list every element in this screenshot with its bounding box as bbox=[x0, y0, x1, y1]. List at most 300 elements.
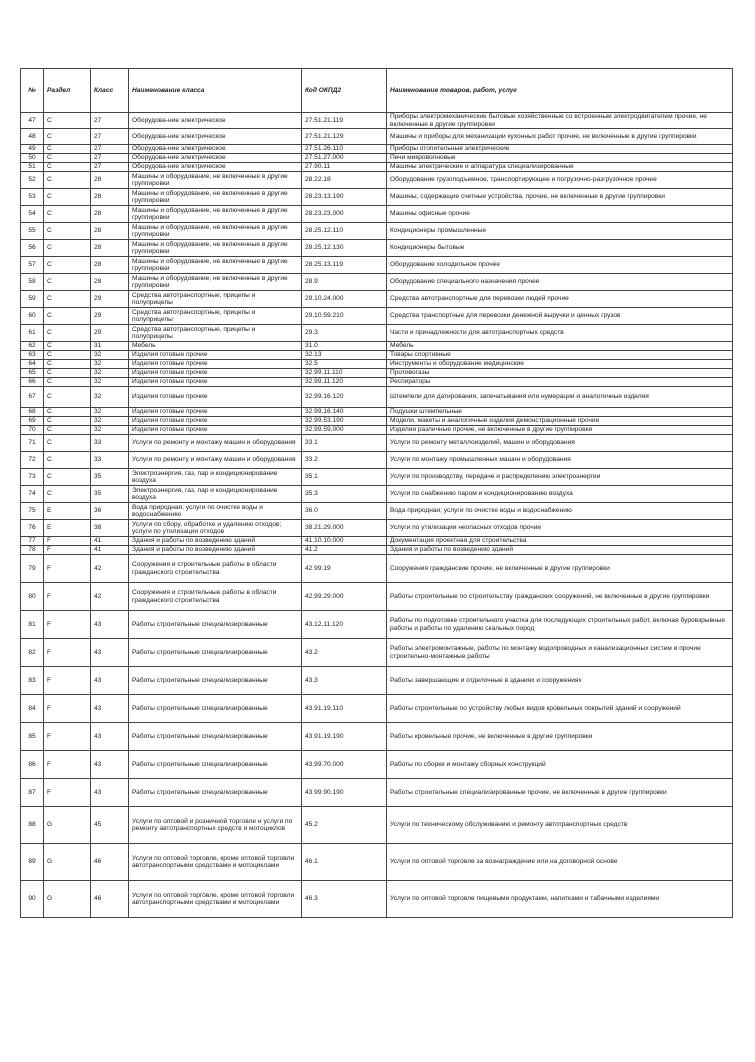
header-code: Код ОКПД2 bbox=[302, 69, 387, 113]
cell-num: 84 bbox=[21, 695, 44, 723]
cell-section: C bbox=[44, 240, 91, 257]
cell-goods: Машины электрические и аппаратура специализированные bbox=[387, 163, 733, 172]
cell-num: 48 bbox=[21, 129, 44, 145]
cell-goods: Приборы отопительные электрические bbox=[387, 145, 733, 154]
cell-section: C bbox=[44, 189, 91, 206]
cell-code: 32.99.11.110 bbox=[302, 369, 387, 378]
cell-code: 43.3 bbox=[302, 667, 387, 695]
cell-class-name: Вода природная; услуги по очистке воды и водоснабжению bbox=[129, 503, 302, 520]
cell-num: 85 bbox=[21, 723, 44, 751]
cell-num: 89 bbox=[21, 844, 44, 881]
cell-class-name: Машины и оборудование, не включенные в другие группировки bbox=[129, 274, 302, 291]
cell-goods: Части и принадлежности для автотранспортных средств bbox=[387, 325, 733, 342]
cell-class: 32 bbox=[91, 369, 129, 378]
cell-class: 33 bbox=[91, 435, 129, 452]
cell-goods: Услуги по снабжению паром и кондиционированию воздуха bbox=[387, 486, 733, 503]
table-row bbox=[21, 351, 733, 360]
cell-num: 74 bbox=[21, 486, 44, 503]
table-row bbox=[21, 408, 733, 417]
table-row bbox=[21, 325, 733, 342]
cell-class: 33 bbox=[91, 452, 129, 469]
cell-code: 38.21.29.000 bbox=[302, 520, 387, 537]
cell-class-name: Услуги по ремонту и монтажу машин и оборудования bbox=[129, 435, 302, 452]
cell-goods: Товары спортивные bbox=[387, 351, 733, 360]
cell-class-name: Услуги по оптовой торговле, кроме оптовой торговли автотранспортными средствами и мотоциклами bbox=[129, 881, 302, 918]
cell-code: 29.3 bbox=[302, 325, 387, 342]
cell-num: 52 bbox=[21, 172, 44, 189]
cell-class-name: Оборудова-ние электрическое bbox=[129, 113, 302, 129]
cell-goods: Печи микроволновые bbox=[387, 154, 733, 163]
okpd2-table bbox=[20, 68, 733, 918]
cell-code: 32.99.53.190 bbox=[302, 417, 387, 426]
cell-goods: Приборы электромеханические бытовые хозяйственные со встроенным электродвигателем прочие, не включенные в другие группировки bbox=[387, 113, 733, 129]
cell-num: 73 bbox=[21, 469, 44, 486]
cell-section: C bbox=[44, 206, 91, 223]
cell-section: F bbox=[44, 537, 91, 546]
cell-code: 43.12.11.120 bbox=[302, 611, 387, 639]
table-row bbox=[21, 189, 733, 206]
cell-class: 41 bbox=[91, 546, 129, 555]
cell-class: 32 bbox=[91, 387, 129, 408]
cell-code: 41.2 bbox=[302, 546, 387, 555]
cell-section: C bbox=[44, 223, 91, 240]
cell-num: 60 bbox=[21, 308, 44, 325]
cell-code: 28.25.13.119 bbox=[302, 257, 387, 274]
cell-num: 57 bbox=[21, 257, 44, 274]
table-row bbox=[21, 206, 733, 223]
cell-goods: Услуги по оптовой торговле за вознаграждение или на договорной основе bbox=[387, 844, 733, 881]
cell-num: 59 bbox=[21, 291, 44, 308]
cell-num: 68 bbox=[21, 408, 44, 417]
cell-code: 42.99.19 bbox=[302, 555, 387, 583]
cell-class: 43 bbox=[91, 751, 129, 779]
cell-section: C bbox=[44, 378, 91, 387]
cell-num: 78 bbox=[21, 546, 44, 555]
table-row bbox=[21, 503, 733, 520]
table-row bbox=[21, 378, 733, 387]
cell-class: 32 bbox=[91, 417, 129, 426]
cell-section: C bbox=[44, 408, 91, 417]
cell-class: 28 bbox=[91, 206, 129, 223]
cell-code: 45.2 bbox=[302, 807, 387, 844]
cell-num: 87 bbox=[21, 779, 44, 807]
table-row bbox=[21, 369, 733, 378]
cell-class-name: Услуги по ремонту и монтажу машин и оборудования bbox=[129, 452, 302, 469]
table-row bbox=[21, 145, 733, 154]
cell-goods: Оборудование грузоподъемное, транспортирующее и погрузочно-разгрузочное прочее bbox=[387, 172, 733, 189]
cell-goods: Противогазы bbox=[387, 369, 733, 378]
cell-class: 35 bbox=[91, 486, 129, 503]
table-row bbox=[21, 723, 733, 751]
cell-code: 29.10.24.000 bbox=[302, 291, 387, 308]
cell-class: 27 bbox=[91, 113, 129, 129]
cell-code: 33.1 bbox=[302, 435, 387, 452]
cell-class-name: Сооружения и строительные работы в области гражданского строительства bbox=[129, 583, 302, 611]
table-row bbox=[21, 611, 733, 639]
cell-class: 32 bbox=[91, 378, 129, 387]
table-row bbox=[21, 555, 733, 583]
cell-goods: Услуги по оптовой торговле пищевыми продуктами, напитками и табачными изделиями bbox=[387, 881, 733, 918]
cell-goods: Модели, макеты и аналогичные изделия демонстрационные прочие bbox=[387, 417, 733, 426]
table-row bbox=[21, 291, 733, 308]
cell-section: C bbox=[44, 469, 91, 486]
cell-code: 42.99.29.000 bbox=[302, 583, 387, 611]
cell-section: C bbox=[44, 291, 91, 308]
cell-code: 28.23.23.000 bbox=[302, 206, 387, 223]
cell-class: 28 bbox=[91, 274, 129, 291]
cell-section: C bbox=[44, 417, 91, 426]
cell-class-name: Услуги по оптовой торговле, кроме оптовой торговли автотранспортными средствами и мотоциклами bbox=[129, 844, 302, 881]
cell-goods: Здания и работы по возведению зданий bbox=[387, 546, 733, 555]
cell-section: C bbox=[44, 145, 91, 154]
cell-section: C bbox=[44, 129, 91, 145]
cell-num: 50 bbox=[21, 154, 44, 163]
cell-goods: Кондиционеры бытовые bbox=[387, 240, 733, 257]
cell-code: 29.10.59.210 bbox=[302, 308, 387, 325]
cell-class: 29 bbox=[91, 325, 129, 342]
table-row bbox=[21, 417, 733, 426]
cell-class: 43 bbox=[91, 611, 129, 639]
cell-section: C bbox=[44, 274, 91, 291]
header-class: Класс bbox=[91, 69, 129, 113]
cell-class-name: Изделия готовые прочие bbox=[129, 378, 302, 387]
cell-goods: Кондиционеры промышленные bbox=[387, 223, 733, 240]
table-row bbox=[21, 223, 733, 240]
cell-code: 32.13 bbox=[302, 351, 387, 360]
cell-goods: Штемпели для датирования, запечатывания или нумерации и аналогичные изделия bbox=[387, 387, 733, 408]
cell-section: C bbox=[44, 172, 91, 189]
cell-class: 28 bbox=[91, 172, 129, 189]
cell-num: 77 bbox=[21, 537, 44, 546]
cell-section: E bbox=[44, 520, 91, 537]
cell-section: C bbox=[44, 325, 91, 342]
cell-goods: Работы по сборке и монтажу сборных конструкций bbox=[387, 751, 733, 779]
cell-class-name: Здания и работы по возведению зданий bbox=[129, 546, 302, 555]
cell-section: F bbox=[44, 751, 91, 779]
cell-class: 45 bbox=[91, 807, 129, 844]
cell-class-name: Изделия готовые прочие bbox=[129, 369, 302, 378]
cell-class-name: Мебель bbox=[129, 342, 302, 351]
cell-num: 67 bbox=[21, 387, 44, 408]
cell-class-name: Услуги по оптовой и розничной торговле и услуги по ремонту автотранспортных средств и мотоциклов bbox=[129, 807, 302, 844]
table-row bbox=[21, 435, 733, 452]
cell-class: 42 bbox=[91, 583, 129, 611]
cell-section: C bbox=[44, 435, 91, 452]
cell-section: C bbox=[44, 360, 91, 369]
cell-num: 80 bbox=[21, 583, 44, 611]
table-row bbox=[21, 779, 733, 807]
cell-num: 49 bbox=[21, 145, 44, 154]
cell-class-name: Работы строительные специализированные bbox=[129, 779, 302, 807]
header-goods: Наименование товаров, работ, услуг bbox=[387, 69, 733, 113]
cell-code: 28.9 bbox=[302, 274, 387, 291]
cell-class: 29 bbox=[91, 291, 129, 308]
cell-class: 27 bbox=[91, 163, 129, 172]
cell-num: 69 bbox=[21, 417, 44, 426]
cell-class: 32 bbox=[91, 351, 129, 360]
cell-class: 35 bbox=[91, 469, 129, 486]
cell-class: 46 bbox=[91, 881, 129, 918]
cell-goods: Работы строительные специализированные прочие, не включенные в другие группировки bbox=[387, 779, 733, 807]
cell-num: 61 bbox=[21, 325, 44, 342]
cell-class-name: Работы строительные специализированные bbox=[129, 695, 302, 723]
header-class-name: Наименование класса bbox=[129, 69, 302, 113]
cell-code: 46.3 bbox=[302, 881, 387, 918]
cell-code: 27.51.21.119 bbox=[302, 113, 387, 129]
table-row bbox=[21, 452, 733, 469]
cell-num: 86 bbox=[21, 751, 44, 779]
cell-num: 65 bbox=[21, 369, 44, 378]
table-row bbox=[21, 486, 733, 503]
cell-code: 43.99.90.190 bbox=[302, 779, 387, 807]
cell-class: 28 bbox=[91, 240, 129, 257]
cell-code: 32.99.16.120 bbox=[302, 387, 387, 408]
cell-section: F bbox=[44, 695, 91, 723]
cell-code: 32.99.16.140 bbox=[302, 408, 387, 417]
cell-section: C bbox=[44, 342, 91, 351]
cell-code: 27.51.27.000 bbox=[302, 154, 387, 163]
cell-class: 32 bbox=[91, 408, 129, 417]
cell-class-name: Сооружения и строительные работы в области гражданского строительства bbox=[129, 555, 302, 583]
cell-section: F bbox=[44, 611, 91, 639]
cell-class-name: Работы строительные специализированные bbox=[129, 751, 302, 779]
table-body bbox=[21, 113, 733, 918]
cell-section: C bbox=[44, 257, 91, 274]
cell-class-name: Электроэнергия, газ, пар и кондиционирование воздуха bbox=[129, 486, 302, 503]
table-row bbox=[21, 154, 733, 163]
cell-code: 28.25.12.110 bbox=[302, 223, 387, 240]
cell-class-name: Работы строительные специализированные bbox=[129, 723, 302, 751]
cell-class-name: Машины и оборудование, не включенные в другие группировки bbox=[129, 257, 302, 274]
cell-goods: Работы кровельные прочие, не включенные в другие группировки bbox=[387, 723, 733, 751]
cell-class: 41 bbox=[91, 537, 129, 546]
table-row bbox=[21, 695, 733, 723]
cell-class: 32 bbox=[91, 426, 129, 435]
cell-class: 43 bbox=[91, 667, 129, 695]
cell-goods: Средства транспортные для перевозки денежной выручки и ценных грузов bbox=[387, 308, 733, 325]
table-row bbox=[21, 342, 733, 351]
table-row bbox=[21, 257, 733, 274]
cell-section: C bbox=[44, 426, 91, 435]
cell-goods: Документация проектная для строительства bbox=[387, 537, 733, 546]
cell-class-name: Оборудова-ние электрическое bbox=[129, 163, 302, 172]
cell-goods: Оборудование холодильное прочее bbox=[387, 257, 733, 274]
cell-class: 29 bbox=[91, 308, 129, 325]
cell-class: 27 bbox=[91, 129, 129, 145]
table-row bbox=[21, 751, 733, 779]
header-section: Раздел bbox=[44, 69, 91, 113]
header-num: № bbox=[21, 69, 44, 113]
cell-class: 32 bbox=[91, 360, 129, 369]
cell-class: 42 bbox=[91, 555, 129, 583]
cell-class-name: Машины и оборудование, не включенные в другие группировки bbox=[129, 240, 302, 257]
cell-num: 70 bbox=[21, 426, 44, 435]
cell-class: 31 bbox=[91, 342, 129, 351]
cell-code: 28.22.18 bbox=[302, 172, 387, 189]
cell-class-name: Услуги по сбору, обработке и удалению отходов; услуги по утилизации отходов bbox=[129, 520, 302, 537]
cell-class-name: Средства автотранспортные, прицепы и полуприцепы bbox=[129, 308, 302, 325]
cell-code: 27.51.21.129 bbox=[302, 129, 387, 145]
cell-num: 76 bbox=[21, 520, 44, 537]
cell-section: C bbox=[44, 486, 91, 503]
cell-class: 28 bbox=[91, 223, 129, 240]
cell-code: 32.5 bbox=[302, 360, 387, 369]
cell-code: 33.2 bbox=[302, 452, 387, 469]
cell-num: 90 bbox=[21, 881, 44, 918]
cell-code: 27.90.11 bbox=[302, 163, 387, 172]
cell-num: 53 bbox=[21, 189, 44, 206]
cell-section: G bbox=[44, 807, 91, 844]
cell-class-name: Средства автотранспортные, прицепы и полуприцепы bbox=[129, 325, 302, 342]
cell-num: 71 bbox=[21, 435, 44, 452]
cell-code: 43.2 bbox=[302, 639, 387, 667]
cell-num: 47 bbox=[21, 113, 44, 129]
cell-num: 64 bbox=[21, 360, 44, 369]
table-row bbox=[21, 639, 733, 667]
cell-class: 43 bbox=[91, 779, 129, 807]
cell-class-name: Машины и оборудование, не включенные в другие группировки bbox=[129, 206, 302, 223]
cell-goods: Мебель bbox=[387, 342, 733, 351]
cell-num: 54 bbox=[21, 206, 44, 223]
cell-class-name: Изделия готовые прочие bbox=[129, 426, 302, 435]
cell-section: C bbox=[44, 351, 91, 360]
cell-class-name: Машины и оборудование, не включенные в другие группировки bbox=[129, 189, 302, 206]
cell-code: 43.99.70.000 bbox=[302, 751, 387, 779]
cell-goods: Респираторы bbox=[387, 378, 733, 387]
cell-section: F bbox=[44, 639, 91, 667]
cell-section: F bbox=[44, 667, 91, 695]
cell-goods: Средства автотранспортные для перевозки людей прочие bbox=[387, 291, 733, 308]
table-row bbox=[21, 469, 733, 486]
cell-goods: Услуги по производству, передаче и распределению электроэнергии bbox=[387, 469, 733, 486]
cell-num: 79 bbox=[21, 555, 44, 583]
table-row bbox=[21, 807, 733, 844]
cell-class-name: Здания и работы по возведению зданий bbox=[129, 537, 302, 546]
cell-class-name: Изделия готовые прочие bbox=[129, 387, 302, 408]
cell-num: 55 bbox=[21, 223, 44, 240]
cell-class-name: Машины и оборудование, не включенные в другие группировки bbox=[129, 223, 302, 240]
cell-section: G bbox=[44, 844, 91, 881]
table-row bbox=[21, 583, 733, 611]
cell-goods: Услуги по монтажу промышленных машин и оборудования bbox=[387, 452, 733, 469]
cell-section: F bbox=[44, 583, 91, 611]
cell-section: F bbox=[44, 723, 91, 751]
table-row bbox=[21, 546, 733, 555]
cell-class-name: Электроэнергия, газ, пар и кондиционирование воздуха bbox=[129, 469, 302, 486]
cell-num: 62 bbox=[21, 342, 44, 351]
cell-num: 56 bbox=[21, 240, 44, 257]
cell-class-name: Изделия готовые прочие bbox=[129, 417, 302, 426]
cell-goods: Услуги по техническому обслуживанию и ремонту автотранспортных средств bbox=[387, 807, 733, 844]
table-row bbox=[21, 129, 733, 145]
cell-section: C bbox=[44, 113, 91, 129]
cell-class: 38 bbox=[91, 520, 129, 537]
cell-goods: Работы по подготовке строительного участка для последующих строительных работ, включая буровзрывные работы и работы по удалению скальных пород bbox=[387, 611, 733, 639]
table-row bbox=[21, 667, 733, 695]
table-row bbox=[21, 172, 733, 189]
cell-class-name: Изделия готовые прочие bbox=[129, 408, 302, 417]
cell-class: 27 bbox=[91, 145, 129, 154]
cell-goods: Машины, содержащие счетные устройства, прочие, не включенные в другие группировки bbox=[387, 189, 733, 206]
cell-goods: Работы строительные по устройству любых видов кровельных покрытий зданий и сооружений bbox=[387, 695, 733, 723]
cell-class-name: Оборудова-ние электрическое bbox=[129, 145, 302, 154]
table-row bbox=[21, 360, 733, 369]
cell-section: F bbox=[44, 546, 91, 555]
cell-num: 63 bbox=[21, 351, 44, 360]
cell-class: 28 bbox=[91, 257, 129, 274]
table-header-row bbox=[21, 69, 733, 113]
cell-code: 43.91.19.190 bbox=[302, 723, 387, 751]
cell-code: 32.99.59.000 bbox=[302, 426, 387, 435]
cell-class-name: Оборудова-ние электрическое bbox=[129, 154, 302, 163]
cell-class-name: Оборудова-ние электрическое bbox=[129, 129, 302, 145]
table-row bbox=[21, 426, 733, 435]
cell-code: 35.1 bbox=[302, 469, 387, 486]
table-row bbox=[21, 387, 733, 408]
cell-class: 43 bbox=[91, 723, 129, 751]
cell-class-name: Работы строительные специализированные bbox=[129, 611, 302, 639]
cell-class: 27 bbox=[91, 154, 129, 163]
cell-goods: Услуги по утилизации неопасных отходов прочие bbox=[387, 520, 733, 537]
cell-section: C bbox=[44, 154, 91, 163]
cell-goods: Машины и приборы для механизации кухонных работ прочие, не включенные в другие группировки bbox=[387, 129, 733, 145]
cell-goods: Вода природная; услуги по очистке воды и водоснабжению bbox=[387, 503, 733, 520]
table-row bbox=[21, 537, 733, 546]
cell-class-name: Работы строительные специализированные bbox=[129, 667, 302, 695]
cell-section: F bbox=[44, 555, 91, 583]
cell-section: C bbox=[44, 387, 91, 408]
cell-num: 81 bbox=[21, 611, 44, 639]
cell-goods: Услуги по ремонту металлоизделий, машин и оборудования bbox=[387, 435, 733, 452]
cell-num: 83 bbox=[21, 667, 44, 695]
cell-num: 75 bbox=[21, 503, 44, 520]
cell-num: 72 bbox=[21, 452, 44, 469]
table-row bbox=[21, 520, 733, 537]
cell-code: 32.99.11.120 bbox=[302, 378, 387, 387]
cell-num: 82 bbox=[21, 639, 44, 667]
cell-section: C bbox=[44, 452, 91, 469]
cell-section: G bbox=[44, 881, 91, 918]
cell-goods: Работы электромонтажные, работы по монтажу водопроводных и канализационных систем и прочие строительно-монтажные работы bbox=[387, 639, 733, 667]
cell-class-name: Средства автотранспортные, прицепы и полуприцепы bbox=[129, 291, 302, 308]
table-row bbox=[21, 844, 733, 881]
table-row bbox=[21, 274, 733, 291]
cell-section: E bbox=[44, 503, 91, 520]
cell-section: F bbox=[44, 779, 91, 807]
cell-goods: Инструменты и оборудование медицинские bbox=[387, 360, 733, 369]
cell-goods: Работы завершающие и отделочные в зданиях и сооружениях bbox=[387, 667, 733, 695]
cell-num: 66 bbox=[21, 378, 44, 387]
cell-code: 43.91.19.110 bbox=[302, 695, 387, 723]
cell-goods: Сооружения гражданские прочие, не включенные в другие группировки bbox=[387, 555, 733, 583]
cell-code: 46.1 bbox=[302, 844, 387, 881]
table-row bbox=[21, 308, 733, 325]
cell-section: C bbox=[44, 308, 91, 325]
cell-class: 36 bbox=[91, 503, 129, 520]
cell-code: 35.3 bbox=[302, 486, 387, 503]
document-sheet bbox=[20, 68, 732, 918]
table-row bbox=[21, 240, 733, 257]
cell-code: 31.0 bbox=[302, 342, 387, 351]
cell-goods: Машины офисные прочие bbox=[387, 206, 733, 223]
cell-class-name: Машины и оборудование, не включенные в другие группировки bbox=[129, 172, 302, 189]
cell-code: 41.10.10.000 bbox=[302, 537, 387, 546]
cell-goods: Работы строительные по строительству гражданских сооружений, не включенные в другие группировки bbox=[387, 583, 733, 611]
cell-goods: Подушки штемпельные bbox=[387, 408, 733, 417]
table-row bbox=[21, 881, 733, 918]
table-row bbox=[21, 163, 733, 172]
cell-code: 27.51.26.110 bbox=[302, 145, 387, 154]
